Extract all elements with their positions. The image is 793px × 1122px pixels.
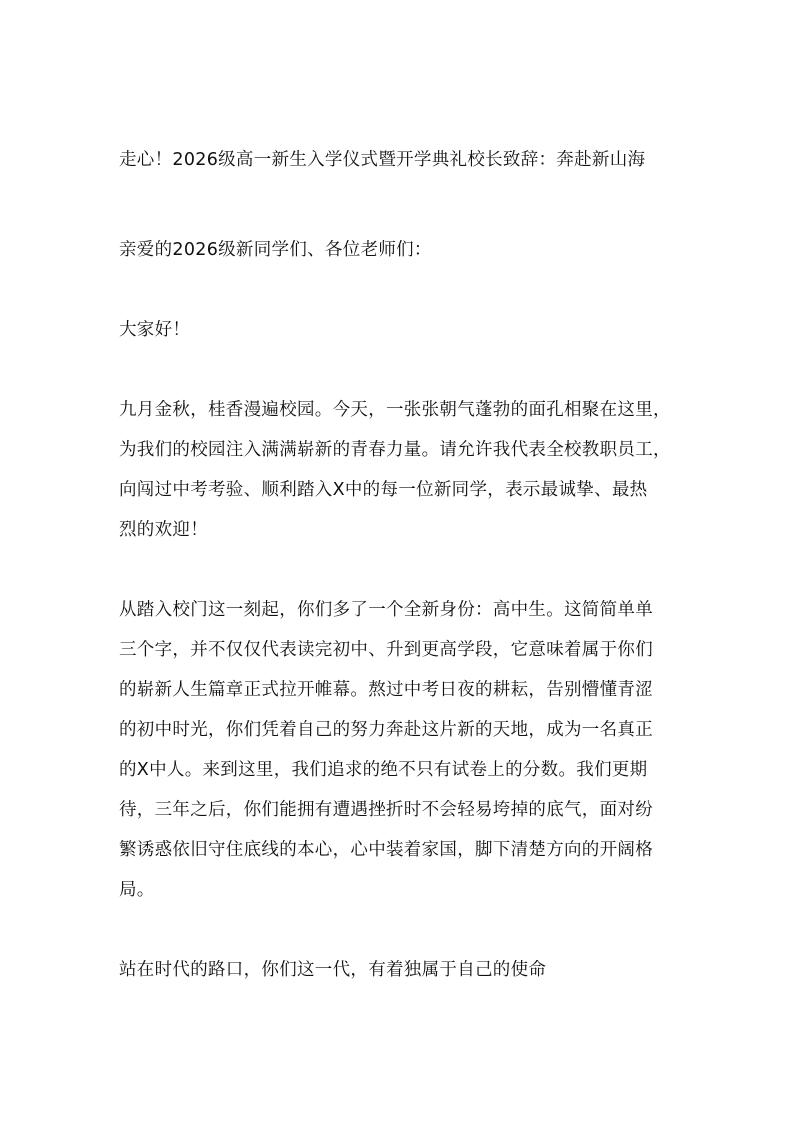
paragraph-line: 从踏入校门这一刻起，你们多了一个全新身份：高中生。这简简单单 bbox=[119, 600, 653, 620]
paragraph-line: 九月金秋，桂香漫遍校园。今天，一张张朝气蓬勃的面孔相聚在这里， bbox=[119, 400, 671, 420]
document-title: 走心！2026级高一新生入学仪式暨开学典礼校长致辞：奔赴新山海 bbox=[119, 150, 646, 170]
greeting: 大家好！ bbox=[119, 320, 191, 340]
paragraph-line: 局。 bbox=[119, 880, 155, 900]
paragraph-line: 的初中时光，你们凭着自己的努力奔赴这片新的天地，成为一名真正 bbox=[119, 720, 653, 740]
paragraph-line: 待，三年之后，你们能拥有遭遇挫折时不会轻易垮掉的底气，面对纷 bbox=[119, 800, 653, 820]
paragraph-line: 的X中人。来到这里，我们追求的绝不只有试卷上的分数。我们更期 bbox=[119, 760, 648, 780]
paragraph-line: 烈的欢迎！ bbox=[119, 520, 208, 540]
paragraph-line: 站在时代的路口，你们这一代，有着独属于自己的使命 bbox=[119, 960, 547, 980]
paragraph-line: 繁诱惑依旧守住底线的本心，心中装着家国，脚下清楚方向的开阔格 bbox=[119, 840, 653, 860]
paragraph-line: 的崭新人生篇章正式拉开帷幕。熬过中考日夜的耕耘，告别懵懂青涩 bbox=[119, 680, 653, 700]
paragraph-line: 为我们的校园注入满满崭新的青春力量。请允许我代表全校教职员工， bbox=[119, 440, 671, 460]
paragraph-line: 三个字，并不仅仅代表读完初中、升到更高学段，它意味着属于你们 bbox=[119, 640, 653, 660]
salutation: 亲爱的2026级新同学们、各位老师们： bbox=[119, 240, 432, 260]
paragraph-line: 向闯过中考考验、顺利踏入X中的每一位新同学，表示最诚挚、最热 bbox=[119, 480, 648, 500]
